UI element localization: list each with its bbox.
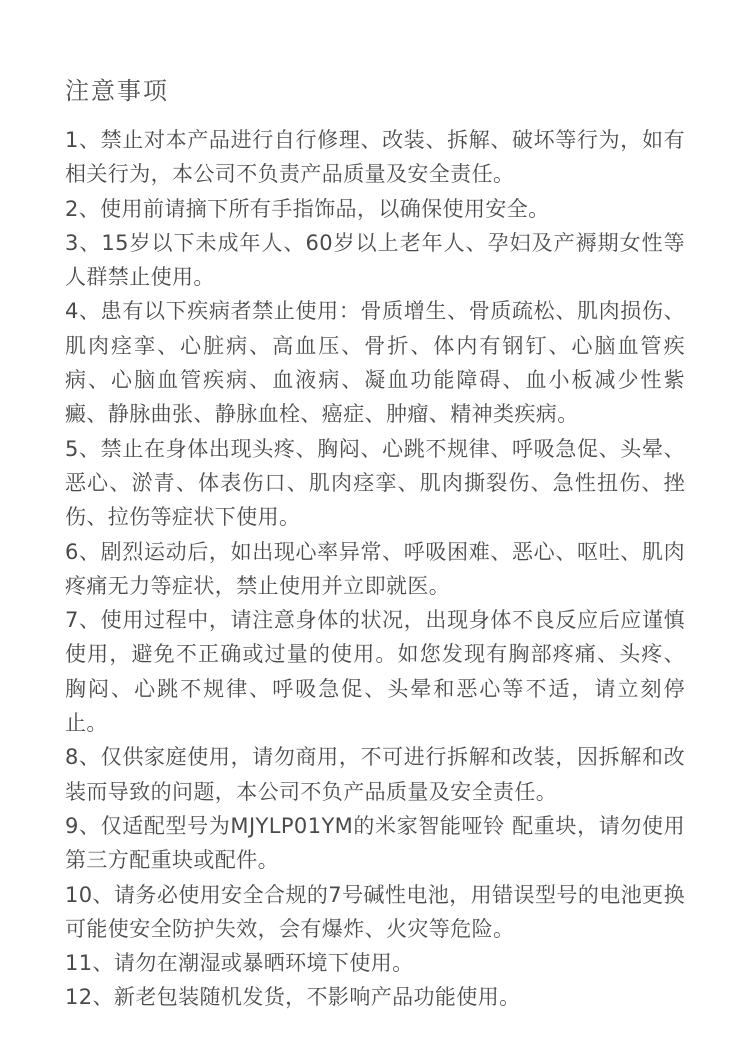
notice-item-10: 10、请务必使用安全合规的7号碱性电池，用错误型号的电池更换可能使安全防护失效，会有爆炸、火灾等危险。 [65, 882, 685, 941]
notice-item-9: 9、仅适配型号为MJYLP01YM的米家智能哑铃 配重块，请勿使用第三方配重块或配件。 [65, 813, 685, 873]
notice-item-2: 2、使用前请摘下所有手指饰品，以确保使用安全。 [65, 196, 550, 221]
notice-item-12: 12、新老包装随机发货，不影响产品功能使用。 [65, 985, 521, 1010]
notice-item-1: 1、禁止对本产品进行自行修理、改装、拆解、破坏等行为，如有相关行为，本公司不负责产品质量及安全责任。 [65, 128, 685, 187]
notice-item-6: 6、剧烈运动后，如出现心率异常、呼吸困难、恶心、呕吐、肌肉疼痛无力等症状，禁止使用并立即就医。 [65, 539, 685, 598]
notice-item-4: 4、患有以下疾病者禁止使用：骨质增生、骨质疏松、肌肉损伤、肌肉痉挛、心脏病、高血压、骨折、体内有钢钉、心脑血管疾病、心脑血管疾病、血液病、凝血功能障碍、血小板减少性紫癜、静脉曲张、静脉血栓、癌症、肿瘤、精神类疾病。 [65, 299, 685, 427]
notice-item-5: 5、禁止在身体出现头疼、胸闷、心跳不规律、呼吸急促、头晕、恶心、淤青、体表伤口、肌肉痉挛、肌肉撕裂伤、急性扭伤、挫伤、拉伤等症状下使用。 [65, 436, 685, 530]
page-title: 注意事项 [65, 77, 169, 105]
notice-item-3: 3、15岁以下未成年人、60岁以上老年人、孕妇及产褥期女性等人群禁止使用。 [65, 230, 685, 290]
notice-item-8: 8、仅供家庭使用，请勿商用，不可进行拆解和改装，因拆解和改装而导致的问题，本公司不负产品质量及安全责任。 [65, 745, 685, 804]
notice-item-11: 11、请勿在潮湿或暴晒环境下使用。 [65, 951, 414, 976]
notice-item-7: 7、使用过程中，请注意身体的状况，出现身体不良反应后应谨慎使用，避免不正确或过量的使用。如您发现有胸部疼痛、头疼、胸闷、心跳不规律、呼吸急促、头晕和恶心等不适，请立刻停止。 [65, 608, 685, 736]
notice-list [65, 123, 685, 1015]
